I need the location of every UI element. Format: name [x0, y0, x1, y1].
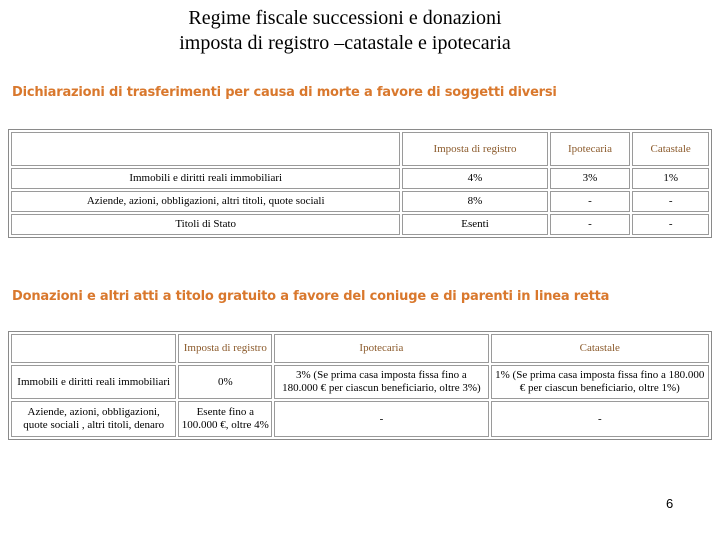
donation-tax-table: [8, 331, 712, 440]
table-row: [11, 191, 709, 212]
table-header-row: [11, 334, 709, 363]
ipotecaria-value: 3%: [550, 168, 631, 189]
inheritance-tax-table: [8, 129, 712, 238]
catastale-value: -: [632, 191, 709, 212]
ipotecaria-value: -: [274, 401, 488, 437]
header-cell-empty: [11, 132, 400, 166]
registro-value: 0%: [178, 365, 272, 399]
slide-title-line-1: Regime fiscale successioni e donazioni: [188, 7, 502, 29]
ipotecaria-value: -: [550, 214, 631, 235]
table-row: [11, 365, 709, 399]
row-label: Immobili e diritti reali immobiliari: [11, 168, 400, 189]
header-cell-ipotecaria: Ipotecaria: [274, 334, 488, 363]
page-number: 6: [666, 496, 674, 511]
registro-value: 8%: [402, 191, 547, 212]
catastale-value: -: [632, 214, 709, 235]
header-cell-catastale: Catastale: [632, 132, 709, 166]
table-row: [11, 214, 709, 235]
header-cell-registro: Imposta di registro: [402, 132, 547, 166]
header-cell-catastale: Catastale: [491, 334, 709, 363]
row-label: Titoli di Stato: [11, 214, 400, 235]
registro-value: Esenti: [402, 214, 547, 235]
row-label: Aziende, azioni, obbligazioni, quote sociali , altri titoli, denaro: [11, 401, 176, 437]
section-1-heading: Dichiarazioni di trasferimenti per causa di morte a favore di soggetti diversi: [12, 85, 557, 100]
catastale-value: 1% (Se prima casa imposta fissa fino a 180.000 € per ciascun beneficiario, oltre 1%): [491, 365, 709, 399]
table-row: [11, 401, 709, 437]
table-header-row: [11, 132, 709, 166]
slide-title-line-2: imposta di registro –catastale e ipotecaria: [179, 32, 511, 54]
catastale-value: 1%: [632, 168, 709, 189]
table-row: [11, 168, 709, 189]
registro-value: Esente fino a 100.000 €, oltre 4%: [178, 401, 272, 437]
header-cell-ipotecaria: Ipotecaria: [550, 132, 631, 166]
slide-title: [0, 6, 690, 56]
catastale-value: -: [491, 401, 709, 437]
registro-value: 4%: [402, 168, 547, 189]
section-2-heading: Donazioni e altri atti a titolo gratuito a favore del coniuge e di parenti in linea retta: [12, 289, 610, 304]
ipotecaria-value: -: [550, 191, 631, 212]
row-label: Aziende, azioni, obbligazioni, altri titoli, quote sociali: [11, 191, 400, 212]
header-cell-registro: Imposta di registro: [178, 334, 272, 363]
row-label: Immobili e diritti reali immobiliari: [11, 365, 176, 399]
header-cell-empty: [11, 334, 176, 363]
ipotecaria-value: 3% (Se prima casa imposta fissa fino a 180.000 € per ciascun beneficiario, oltre 3%): [274, 365, 488, 399]
